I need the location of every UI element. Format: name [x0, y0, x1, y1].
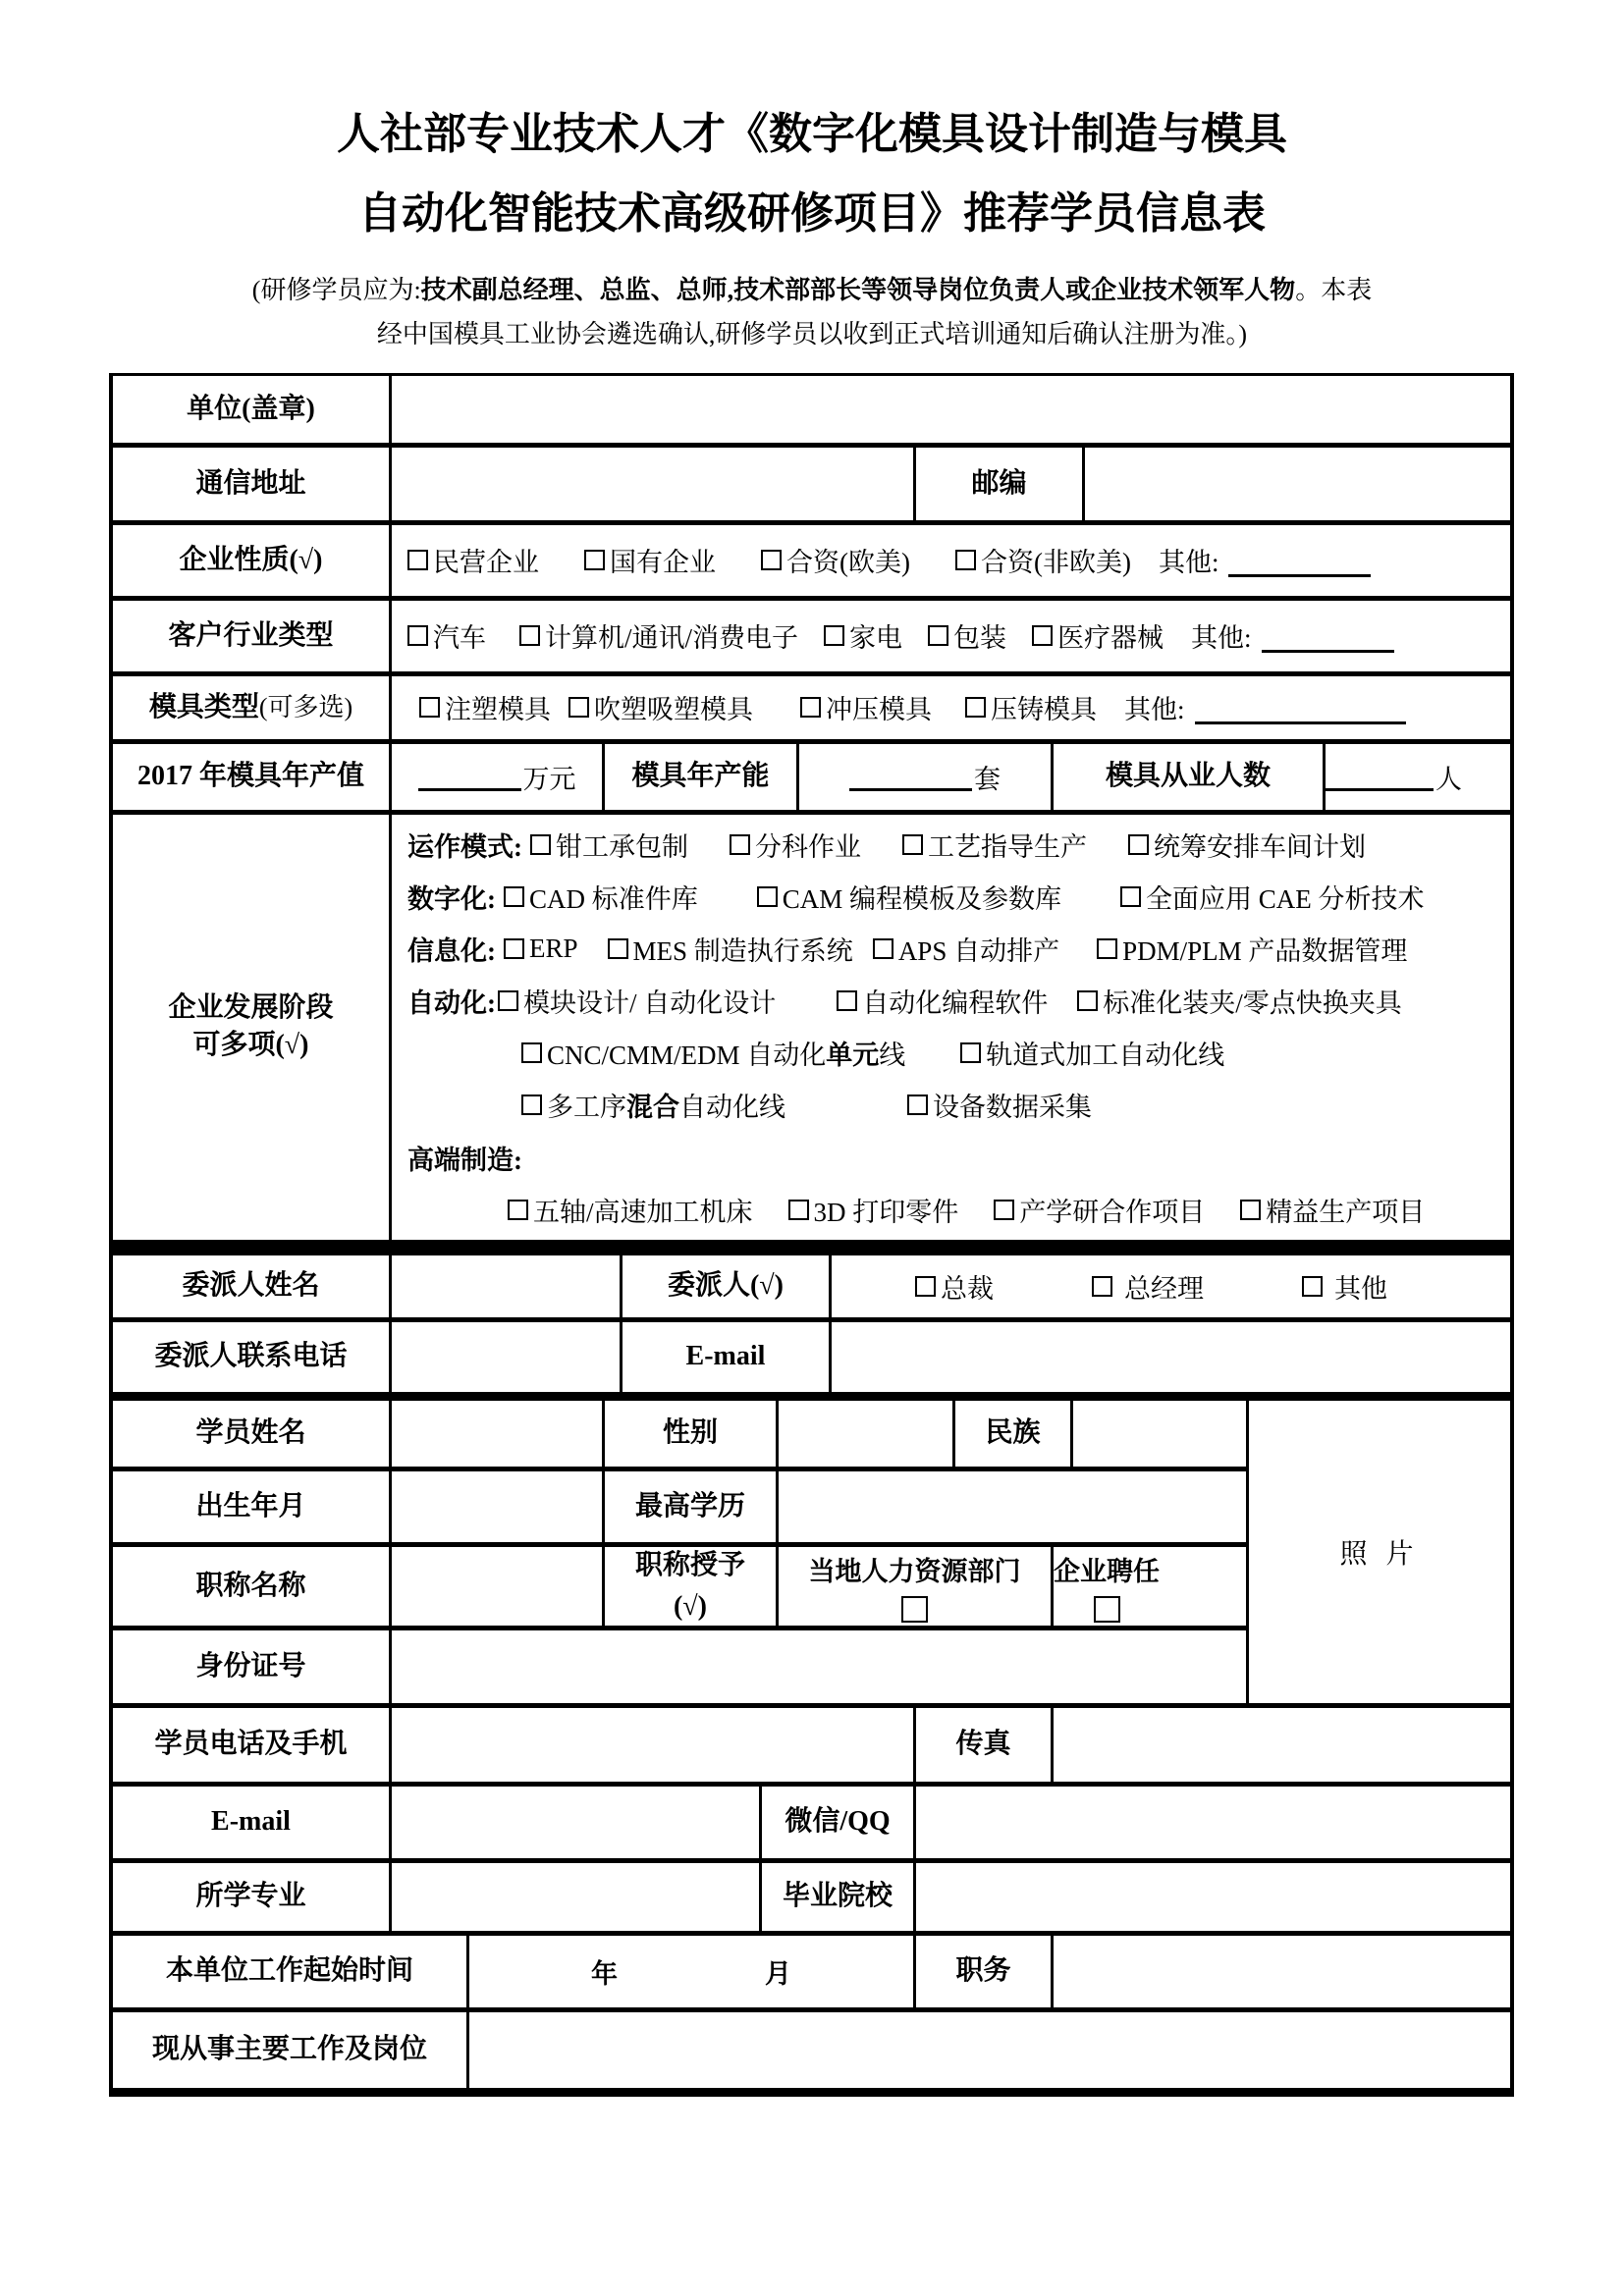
row-delegate-phone — [113, 1322, 1510, 1401]
page-title — [0, 0, 1624, 254]
address-label: 通信地址 — [113, 448, 392, 520]
birth-label: 出生年月 — [113, 1471, 392, 1542]
row-work-start — [113, 1936, 1510, 2012]
degree-label: 最高学历 — [605, 1471, 779, 1542]
nature-option: 合资(欧美) — [761, 541, 910, 579]
checkbox[interactable] — [1094, 1596, 1120, 1623]
dev-line-automation-3 — [392, 1079, 1466, 1131]
delegate-name-value-cell[interactable] — [392, 1255, 623, 1317]
birth-value-cell[interactable] — [392, 1471, 605, 1542]
checkbox[interactable] — [521, 1095, 542, 1115]
fax-label: 传真 — [916, 1708, 1054, 1782]
dev-line-information: 信息化: ERP MES 制造执行系统 APS 自动排产 PDM/PLM 产品数据管理 — [392, 923, 1466, 975]
dev-option: 工艺指导生产 — [902, 826, 1087, 864]
checkbox[interactable] — [955, 550, 976, 570]
school-value-cell[interactable] — [916, 1863, 930, 1931]
checkbox[interactable] — [608, 938, 628, 959]
work-start-value-cell[interactable] — [469, 1936, 916, 2007]
gender-label: 性别 — [605, 1401, 779, 1467]
delegate-role-option: 其他 — [1302, 1267, 1387, 1306]
industry-option: 包装 — [928, 616, 1006, 655]
blank-line[interactable] — [418, 763, 521, 791]
unit-value-cell[interactable] — [392, 376, 406, 443]
industry-label: 客户行业类型 — [113, 601, 392, 671]
student-name-label: 学员姓名 — [113, 1401, 392, 1467]
row-unit — [113, 376, 1510, 448]
dev-line-highend — [392, 1184, 1466, 1236]
dev-stage-content — [392, 815, 1466, 1240]
row-title-name — [113, 1547, 1246, 1630]
dev-stage-label: 企业发展阶段 可多项(√) — [113, 815, 392, 1240]
delegate-name-label: 委派人姓名 — [113, 1255, 392, 1317]
checkbox[interactable] — [519, 625, 540, 646]
checkbox[interactable] — [915, 1276, 936, 1297]
checkbox[interactable] — [1120, 886, 1141, 907]
dev-option: 标准化装夹/零点快换夹具 — [1077, 982, 1402, 1020]
delegate-role-option: 总裁 — [915, 1267, 994, 1306]
checkbox[interactable] — [530, 834, 551, 855]
dev-option: PDM/PLM 产品数据管理 — [1097, 930, 1407, 968]
zip-label: 邮编 — [916, 448, 1085, 520]
info-table — [109, 373, 1514, 2097]
delegate-role-options — [832, 1255, 1387, 1317]
dev-line-highend-title: 高端制造: — [407, 1145, 522, 1175]
dev-option: 全面应用 CAE 分析技术 — [1120, 878, 1425, 916]
student-phone-label: 学员电话及手机 — [113, 1708, 392, 1782]
checkbox[interactable] — [407, 550, 428, 570]
note-line-2: 经中国模具工业协会遴选确认,研修学员以收到正式培训通知后确认注册为准。) — [376, 320, 1248, 349]
delegate-phone-value-cell[interactable] — [392, 1322, 623, 1392]
blank-line[interactable] — [849, 763, 972, 791]
nature-label: 企业性质(√) — [113, 525, 392, 596]
industry-option: 家电 — [824, 616, 902, 655]
title-name-value-cell[interactable] — [392, 1547, 605, 1626]
staff-count-value-cell[interactable]: 人 — [1326, 744, 1462, 810]
year-label: 年 — [591, 1958, 618, 1989]
dev-line-automation: 自动化: 模块设计/ 自动化设计 自动化编程软件 标准化装夹/零点快换夹具 — [392, 975, 1466, 1027]
checkbox[interactable] — [788, 1200, 809, 1220]
note-line-1: (研修学员应为:技术副总经理、总监、总师,技术部部长等领导岗位负责人或企业技术领军人物。本表 — [251, 275, 1373, 304]
student-email-label: E-mail — [113, 1787, 392, 1858]
nature-option: 合资(非欧美) — [955, 541, 1131, 579]
delegate-phone-label: 委派人联系电话 — [113, 1322, 392, 1392]
nature-option: 国有企业 — [584, 541, 716, 579]
delegate-email-label: E-mail — [623, 1322, 832, 1392]
row-dev-stage — [113, 815, 1510, 1255]
checkbox[interactable] — [407, 625, 428, 646]
mold-option: 压铸模具 — [965, 688, 1097, 726]
mold-option: 冲压模具 — [800, 688, 932, 726]
dev-option: 统筹安排车间计划 — [1128, 826, 1366, 864]
dev-option: 多工序 混合 自动化线 — [521, 1086, 785, 1124]
checkbox[interactable] — [928, 625, 948, 646]
checkbox[interactable] — [761, 550, 782, 570]
checkbox[interactable] — [1077, 990, 1098, 1011]
delegate-role-label: 委派人(√) — [623, 1255, 832, 1317]
address-value-cell[interactable] — [392, 448, 916, 520]
row-major — [113, 1863, 1510, 1936]
row-address — [113, 448, 1510, 525]
zip-value-cell[interactable] — [1085, 448, 1099, 520]
current-job-value-cell[interactable] — [469, 2012, 483, 2088]
dev-option: MES 制造执行系统 — [608, 930, 853, 968]
checkbox[interactable] — [1032, 625, 1053, 646]
dev-option: 分科作业 — [730, 826, 861, 864]
capacity-label: 模具年产能 — [605, 744, 799, 810]
row-nature — [113, 525, 1510, 601]
checkbox[interactable] — [508, 1200, 528, 1220]
staff-count-label: 模具从业人数 — [1054, 744, 1326, 810]
checkbox[interactable] — [824, 625, 844, 646]
dev-option: 五轴/高速加工机床 — [508, 1191, 753, 1229]
checkbox[interactable] — [1097, 938, 1117, 959]
ethnic-value-cell[interactable] — [1073, 1401, 1087, 1467]
row-industry — [113, 601, 1510, 676]
mold-option: 吹塑吸塑模具 — [568, 688, 753, 726]
major-label: 所学专业 — [113, 1863, 392, 1931]
checkbox[interactable] — [1302, 1276, 1323, 1297]
mold-type-options — [392, 676, 1406, 739]
school-label: 毕业院校 — [762, 1863, 916, 1931]
checkbox[interactable] — [730, 834, 750, 855]
industry-option: 医疗器械 — [1032, 616, 1164, 655]
duty-value-cell[interactable] — [1054, 1936, 1067, 2007]
blank-line[interactable] — [1326, 763, 1434, 791]
dev-line-operation: 运作模式: 钳工承包制 分科作业 工艺指导生产 统筹安排车间计划 — [392, 819, 1466, 871]
title-line-2: 自动化智能技术高级研修项目》推荐学员信息表 — [358, 189, 1266, 239]
dev-option: ERP — [504, 934, 578, 964]
title-grant-label: 职称授予 (√) — [605, 1547, 779, 1626]
checkbox[interactable] — [1240, 1200, 1261, 1220]
checkbox[interactable] — [584, 550, 605, 570]
dev-option: 设备数据采集 — [907, 1086, 1092, 1124]
student-name-value-cell[interactable] — [392, 1401, 605, 1467]
blank-line[interactable] — [1262, 624, 1394, 653]
row-birth — [113, 1471, 1246, 1547]
duty-label: 职务 — [916, 1936, 1054, 2007]
dev-option: 钳工承包制 — [530, 826, 688, 864]
dev-option: CNC/CMM/EDM 自动化 单元 线 — [521, 1034, 905, 1072]
mold-option: 注塑模具 — [419, 688, 551, 726]
industry-option: 汽车 — [407, 616, 486, 655]
dev-option: 自动化编程软件 — [837, 982, 1048, 1020]
grant-hr-option: 当地人力资源部门 — [779, 1547, 1054, 1626]
checkbox[interactable] — [757, 886, 778, 907]
fax-value-cell[interactable] — [1054, 1708, 1067, 1782]
dev-line-automation-2 — [392, 1027, 1466, 1079]
id-number-label: 身份证号 — [113, 1630, 392, 1703]
industry-options — [392, 601, 1394, 671]
checkbox[interactable] — [965, 697, 986, 718]
dev-option: APS 自动排产 — [873, 930, 1059, 968]
nature-options — [392, 525, 1371, 596]
degree-value-cell[interactable] — [779, 1471, 792, 1542]
row-delegate-name — [113, 1255, 1510, 1322]
student-left — [113, 1401, 1249, 1703]
output-2017-label: 2017 年模具年产值 — [113, 744, 392, 810]
dev-option: CAM 编程模板及参数库 — [757, 878, 1061, 916]
wechat-value-cell[interactable] — [916, 1787, 930, 1858]
photo-cell: 照 片 — [1339, 1538, 1420, 1570]
blank-line[interactable] — [1195, 696, 1406, 724]
checkbox[interactable] — [1092, 1276, 1112, 1297]
dev-option: 模块设计/ 自动化设计 — [498, 982, 776, 1020]
checkbox[interactable] — [901, 1596, 928, 1623]
checkbox[interactable] — [498, 990, 518, 1011]
industry-option: 计算机/通讯/消费电子 — [519, 616, 798, 655]
row-student-phone — [113, 1708, 1510, 1787]
checkbox[interactable] — [568, 697, 589, 718]
nature-other-label: 其他: — [1159, 541, 1372, 579]
checkbox[interactable] — [504, 886, 524, 907]
unit-label: 单位(盖章) — [113, 376, 392, 443]
checkbox[interactable] — [1128, 834, 1149, 855]
dev-option: 精益生产项目 — [1240, 1191, 1425, 1229]
checkbox[interactable] — [873, 938, 893, 959]
checkbox[interactable] — [994, 1200, 1014, 1220]
nature-option: 民营企业 — [407, 541, 539, 579]
note — [0, 268, 1624, 357]
current-job-label: 现从事主要工作及岗位 — [113, 2012, 469, 2088]
mold-type-label: 模具类型 (可多选) — [113, 676, 392, 739]
id-number-value-cell[interactable] — [392, 1630, 406, 1703]
blank-line[interactable] — [1228, 549, 1371, 577]
checkbox[interactable] — [902, 834, 923, 855]
checkbox[interactable] — [837, 990, 857, 1011]
dev-option: CAD 标准件库 — [504, 878, 698, 916]
capacity-value-cell[interactable]: 套 — [799, 744, 1054, 810]
grant-company-option: 企业聘任 — [1054, 1547, 1160, 1626]
wechat-label: 微信/QQ — [762, 1787, 916, 1858]
work-start-label: 本单位工作起始时间 — [113, 1936, 469, 2007]
checkbox[interactable] — [419, 697, 440, 718]
delegate-email-value-cell[interactable] — [832, 1322, 845, 1392]
delegate-role-option: 总经理 — [1092, 1267, 1204, 1306]
checkbox[interactable] — [521, 1042, 542, 1063]
ethnic-label: 民族 — [955, 1401, 1073, 1467]
major-value-cell[interactable] — [392, 1863, 762, 1931]
row-student-name — [113, 1401, 1246, 1471]
checkbox[interactable] — [800, 697, 821, 718]
dev-option: 轨道式加工自动化线 — [960, 1034, 1224, 1072]
row-output-2017 — [113, 744, 1510, 815]
mold-other-label: 其他: — [1124, 688, 1406, 726]
student-phone-value-cell[interactable] — [392, 1708, 916, 1782]
row-mold-type — [113, 676, 1510, 744]
row-id-number — [113, 1630, 1246, 1703]
dev-option: 3D 打印零件 — [788, 1191, 959, 1229]
dev-line-digital: 数字化: CAD 标准件库 CAM 编程模板及参数库 全面应用 CAE 分析技术 — [392, 871, 1466, 923]
output-2017-value-cell[interactable]: 万元 — [392, 744, 605, 810]
checkbox[interactable] — [907, 1095, 928, 1115]
month-label: 月 — [765, 1958, 791, 1989]
title-name-label: 职称名称 — [113, 1547, 392, 1626]
student-email-value-cell[interactable] — [392, 1787, 762, 1858]
industry-other-label: 其他: — [1191, 616, 1394, 655]
checkbox[interactable] — [960, 1042, 981, 1063]
dev-option: 产学研合作项目 — [994, 1191, 1205, 1229]
gender-value-cell[interactable] — [779, 1401, 955, 1467]
row-student-email — [113, 1787, 1510, 1863]
title-line-1: 人社部专业技术人才《数字化模具设计制造与模具 — [337, 110, 1287, 158]
row-current-job — [113, 2012, 1510, 2088]
checkbox[interactable] — [504, 938, 524, 959]
student-block — [113, 1401, 1510, 1708]
